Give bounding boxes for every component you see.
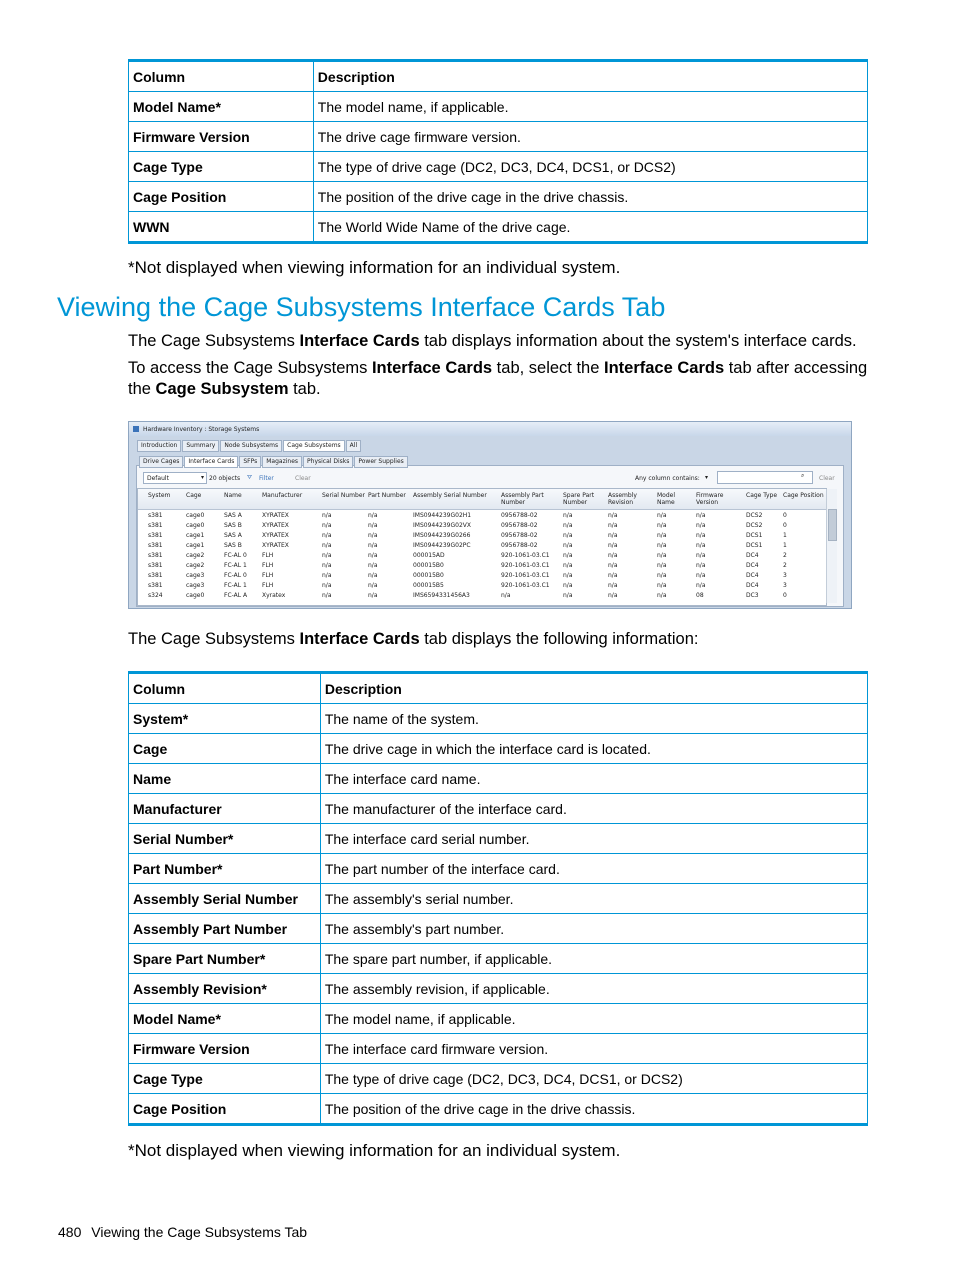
description-cell: The part number of the interface card. [320,854,867,884]
clear-search-button[interactable]: Clear [819,475,835,482]
grid-cell: cage0 [186,522,205,529]
grid-cell: XYRATEX [262,512,289,519]
grid-cell: FC-AL 0 [224,572,247,579]
text: tab displays the following information: [419,630,699,648]
tab-power-supplies[interactable]: Power Supplies [354,456,407,468]
description-cell: The position of the drive cage in the drive chassis. [320,1094,867,1125]
grid-cell: DCS1 [746,532,763,539]
grid-cell: IMS0944239G02H1 [413,512,472,519]
grid-cell: FLH [262,572,274,579]
grid-cell: n/a [322,542,332,549]
grid-cell: DC4 [746,582,759,589]
filter-button[interactable]: Filter [259,475,274,482]
grid-cell: n/a [563,592,573,599]
app-screenshot [128,421,852,609]
grid-cell: 08 [696,592,704,599]
grid-cell: FC-AL A [224,592,248,599]
table-row [129,944,868,974]
grid-cell: cage2 [186,562,205,569]
text: tab. [288,380,321,398]
column-cell: Assembly Serial Number [129,884,321,914]
grid-column-header[interactable]: Assembly Part Number [501,492,544,506]
grid-header [138,489,826,510]
description-cell: The spare part number, if applicable. [320,944,867,974]
table-row [129,914,868,944]
description-cell: The type of drive cage (DC2, DC3, DC4, DCS1, or DCS2) [313,152,867,182]
grid-cell: cage2 [186,552,205,559]
grid-cell: FC-AL 1 [224,562,247,569]
column-cell: Assembly Part Number [129,914,321,944]
grid-cell: Xyratex [262,592,286,599]
text: To access the Cage Subsystems [128,359,372,377]
grid-cell: n/a [608,532,618,539]
column-cell: Cage [129,734,321,764]
column-cell: System* [129,704,321,734]
table-row [129,1004,868,1034]
tab-sfps[interactable]: SFPs [239,456,261,468]
grid-cell: n/a [368,582,378,589]
grid-cell: n/a [696,552,706,559]
grid-cell: 1 [783,542,787,549]
grid-cell: n/a [696,522,706,529]
grid-cell: 0956788-02 [501,542,538,549]
footnote: *Not displayed when viewing information for an individual system. [128,258,621,277]
grid-cell: n/a [563,542,573,549]
table-row [129,734,868,764]
object-count: 20 objects [209,475,241,482]
grid-column-header[interactable]: Part Number [368,492,406,499]
text: the [128,380,156,398]
table-row [129,212,868,243]
grid-column-header[interactable]: System [148,492,171,499]
page-footer [58,1224,307,1240]
table-row [129,182,868,212]
table-row [129,92,868,122]
grid-cell: n/a [608,582,618,589]
tab-interface-cards[interactable]: Interface Cards [184,456,238,468]
grid-cell: XYRATEX [262,532,289,539]
grid-cell: cage1 [186,542,205,549]
table-header-row [129,673,868,704]
grid-cell: DCS1 [746,542,763,549]
grid-cell: n/a [501,592,511,599]
grid-cell: n/a [608,562,618,569]
grid-cell: n/a [368,542,378,549]
description-cell: The interface card serial number. [320,824,867,854]
following-info-paragraph [128,629,698,650]
grid-cell: n/a [608,522,618,529]
grid-cell: n/a [657,582,667,589]
grid-cell: n/a [657,562,667,569]
grid-column-header[interactable]: Spare Part Number [563,492,595,506]
description-cell: The drive cage firmware version. [313,122,867,152]
view-select-value: Default [147,475,169,482]
grid-column-header[interactable]: Firmware Version [696,492,724,506]
intro-paragraph [128,331,888,352]
vertical-scrollbar[interactable] [826,489,837,603]
grid-cell: n/a [322,512,332,519]
description-cell: The interface card name. [320,764,867,794]
description-cell: The assembly's part number. [320,914,867,944]
description-cell: The name of the system. [320,704,867,734]
description-cell: The type of drive cage (DC2, DC3, DC4, DCS1, or DCS2) [320,1064,867,1094]
column-cell: Part Number* [129,854,321,884]
grid-cell: n/a [322,582,332,589]
grid-cell: n/a [368,532,378,539]
bold-text: Interface Cards [299,332,420,350]
grid-cell: FLH [262,552,274,559]
grid-column-header[interactable]: Assembly Revision [608,492,637,506]
description-cell: The World Wide Name of the drive cage. [313,212,867,243]
grid-cell: SAS A [224,532,242,539]
table-row [129,152,868,182]
grid-cell: 000015B5 [413,582,444,589]
grid-cell: n/a [322,562,332,569]
column-cell: Firmware Version [129,1034,321,1064]
grid-cell: n/a [322,532,332,539]
grid-cell: DC4 [746,562,759,569]
grid-cell: s324 [148,592,163,599]
grid-cell: n/a [608,552,618,559]
column-cell: Firmware Version [129,122,314,152]
grid-cell: n/a [322,592,332,599]
grid-cell: 0 [783,522,787,529]
column-cell: Cage Position [129,182,314,212]
column-cell: Cage Position [129,1094,321,1125]
sub-tabs [139,456,409,468]
grid-cell: n/a [368,572,378,579]
grid-cell: n/a [368,552,378,559]
grid-cell: n/a [657,592,667,599]
grid-cell: n/a [696,582,706,589]
text: The Cage Subsystems [128,630,300,648]
description-cell: The model name, if applicable. [320,1004,867,1034]
grid-cell: IMS0944239G02VX [413,522,471,529]
filter-icon: ⛛ [247,474,253,481]
text: tab after accessing [724,359,868,377]
column-cell: Cage Type [129,1064,321,1094]
any-column-label: Any column contains: [635,475,700,482]
table-row [129,1064,868,1094]
grid-cell: DC3 [746,592,759,599]
grid-cell: n/a [322,572,332,579]
grid-cell: 0956788-02 [501,512,538,519]
tab-physical-disks[interactable]: Physical Disks [303,456,353,468]
grid-column-header[interactable]: Serial Number [322,492,365,499]
grid-cell: cage3 [186,572,205,579]
grid-cell: cage0 [186,592,205,599]
grid-cell: 3 [783,572,787,579]
table-row [129,884,868,914]
grid-cell: n/a [368,512,378,519]
grid-cell: XYRATEX [262,522,289,529]
tab-drive-cages[interactable]: Drive Cages [139,456,183,468]
grid-cell: n/a [696,562,706,569]
grid-cell: s381 [148,542,163,549]
grid-cell: cage1 [186,532,205,539]
grid-cell: 0 [783,592,787,599]
grid-column-header[interactable]: Name [224,492,242,499]
grid-cell: XYRATEX [262,542,289,549]
grid-column-header[interactable]: Cage Type [746,492,778,499]
grid-cell: n/a [696,532,706,539]
description-cell: The assembly's serial number. [320,884,867,914]
bold-text: Interface Cards [371,359,493,377]
column-cell: Serial Number* [129,824,321,854]
grid-cell: 920-1061-03.C1 [501,562,550,569]
grid-column-header[interactable]: Model Name [657,492,676,506]
column-cell: Assembly Revision* [129,974,321,1004]
tab-node-subsystems[interactable]: Node Subsystems [220,440,282,452]
grid-cell: 2 [783,562,787,569]
grid-cell: s381 [148,532,163,539]
chevron-down-icon: ▾ [705,474,709,481]
grid-cell: n/a [608,592,618,599]
grid-column-header[interactable]: Assembly Serial Number [413,492,487,499]
grid-column-header[interactable]: Cage [186,492,202,499]
grid-cell: 3 [783,582,787,589]
grid-cell: DC4 [746,572,759,579]
grid-cell: 2 [783,552,787,559]
grid-column-header[interactable]: Manufacturer [262,492,303,499]
grid-cell: IMS0944239G0266 [413,532,471,539]
text: The Cage Subsystems [128,332,300,350]
grid-cell: n/a [608,572,618,579]
section-heading: Viewing the Cage Subsystems Interface Cards Tab [57,292,666,322]
grid-cell: cage3 [186,582,205,589]
column-cell: Cage Type [129,152,314,182]
table-row [129,824,868,854]
grid-cell: n/a [563,512,573,519]
grid-cell: s381 [148,572,163,579]
grid-cell: n/a [322,522,332,529]
scrollbar-thumb[interactable] [828,509,837,541]
grid-cell: SAS A [224,512,242,519]
description-header: Description [320,673,867,704]
grid-cell: 000015B0 [413,562,444,569]
column-cell: Model Name* [129,1004,321,1034]
grid-cell: IMS6594331456A3 [413,592,470,599]
grid-cell: n/a [608,512,618,519]
interface-card-columns-table [128,671,868,1126]
column-header: Column [129,673,321,704]
tab-introduction[interactable]: Introduction [137,440,181,452]
grid-cell: 0956788-02 [501,522,538,529]
description-cell: The interface card firmware version. [320,1034,867,1064]
cage-columns-table [128,59,868,244]
bold-text: Cage Subsystem [155,380,289,398]
grid-cell: 920-1061-03.C1 [501,572,550,579]
grid-cell: DC4 [746,552,759,559]
chevron-down-icon: ▾ [200,474,204,481]
grid-cell: n/a [563,582,573,589]
grid-cell: s381 [148,552,163,559]
grid-column-header[interactable]: Cage Position [783,492,824,499]
description-header: Description [313,61,867,92]
grid-cell: DCS2 [746,522,763,529]
view-select[interactable] [143,472,207,484]
description-cell: The drive cage in which the interface card is located. [320,734,867,764]
grid-cell: 0956788-02 [501,532,538,539]
bold-text: Interface Cards [604,359,725,377]
grid-cell: n/a [696,512,706,519]
grid-cell: SAS B [224,542,242,549]
grid-cell: n/a [657,512,667,519]
column-cell: Manufacturer [129,794,321,824]
column-header: Column [129,61,314,92]
grid-cell: FLH [262,582,274,589]
grid-cell: s381 [148,522,163,529]
window-title: Hardware Inventory : Storage Systems [143,426,260,433]
top-tabs [137,440,362,452]
description-cell: The assembly revision, if applicable. [320,974,867,1004]
clear-button[interactable]: Clear [295,475,311,482]
tab-magazines[interactable]: Magazines [262,456,302,468]
table-row [129,1034,868,1064]
column-cell: Model Name* [129,92,314,122]
access-paragraph [128,358,888,400]
grid-cell: 920-1061-03.C1 [501,582,550,589]
grid-cell: n/a [696,542,706,549]
grid-cell: s381 [148,512,163,519]
grid-cell: n/a [368,522,378,529]
tab-summary[interactable]: Summary [182,440,219,452]
grid-cell: n/a [608,542,618,549]
grid-cell: n/a [657,552,667,559]
grid-cell: n/a [657,522,667,529]
table-row [129,854,868,884]
grid-cell: FC-AL 0 [224,552,247,559]
grid-cell: FLH [262,562,274,569]
footnote: *Not displayed when viewing information for an individual system. [128,1141,621,1160]
table-row [129,764,868,794]
grid-cell: n/a [696,572,706,579]
grid-cell: s381 [148,562,163,569]
text: tab displays information about the system's interface cards. [419,332,857,350]
grid-cell: n/a [657,542,667,549]
table-header-row [129,61,868,92]
grid-cell: 000015AD [413,552,445,559]
grid-cell: n/a [657,532,667,539]
window-titlebar [129,422,851,436]
grid-cell: s381 [148,582,163,589]
bold-text: Interface Cards [299,630,420,648]
grid-cell: 1 [783,532,787,539]
grid-cell: n/a [368,562,378,569]
table-row [129,974,868,1004]
table-row [129,1094,868,1125]
grid-cell: n/a [368,592,378,599]
grid-cell: FC-AL 1 [224,582,247,589]
grid-cell: n/a [563,532,573,539]
table-row [129,704,868,734]
table-row [129,122,868,152]
grid-cell: 0 [783,512,787,519]
column-cell: WWN [129,212,314,243]
grid-cell: n/a [322,552,332,559]
description-cell: The model name, if applicable. [313,92,867,122]
footer-title: Viewing the Cage Subsystems Tab [91,1224,308,1240]
grid-cell: 000015B0 [413,572,444,579]
grid-cell: n/a [563,562,573,569]
column-cell: Name [129,764,321,794]
search-icon: ⌕ [801,472,805,479]
tab-all[interactable]: All [346,440,361,452]
grid-cell: IMS0944239G02PC [413,542,471,549]
page-number: 480 [58,1224,82,1240]
grid-cell: n/a [563,522,573,529]
table-row [129,794,868,824]
search-input[interactable] [717,471,813,484]
tab-cage-subsystems[interactable]: Cage Subsystems [283,440,345,452]
app-icon [133,426,139,432]
grid-cell: SAS B [224,522,242,529]
interface-cards-grid [137,488,827,606]
description-cell: The manufacturer of the interface card. [320,794,867,824]
grid-cell: DCS2 [746,512,763,519]
grid-cell: cage0 [186,512,205,519]
text: tab, select the [492,359,604,377]
grid-cell: n/a [657,572,667,579]
grid-cell: 920-1061-03.C1 [501,552,550,559]
description-cell: The position of the drive cage in the drive chassis. [313,182,867,212]
grid-cell: n/a [563,572,573,579]
column-cell: Spare Part Number* [129,944,321,974]
grid-cell: n/a [563,552,573,559]
